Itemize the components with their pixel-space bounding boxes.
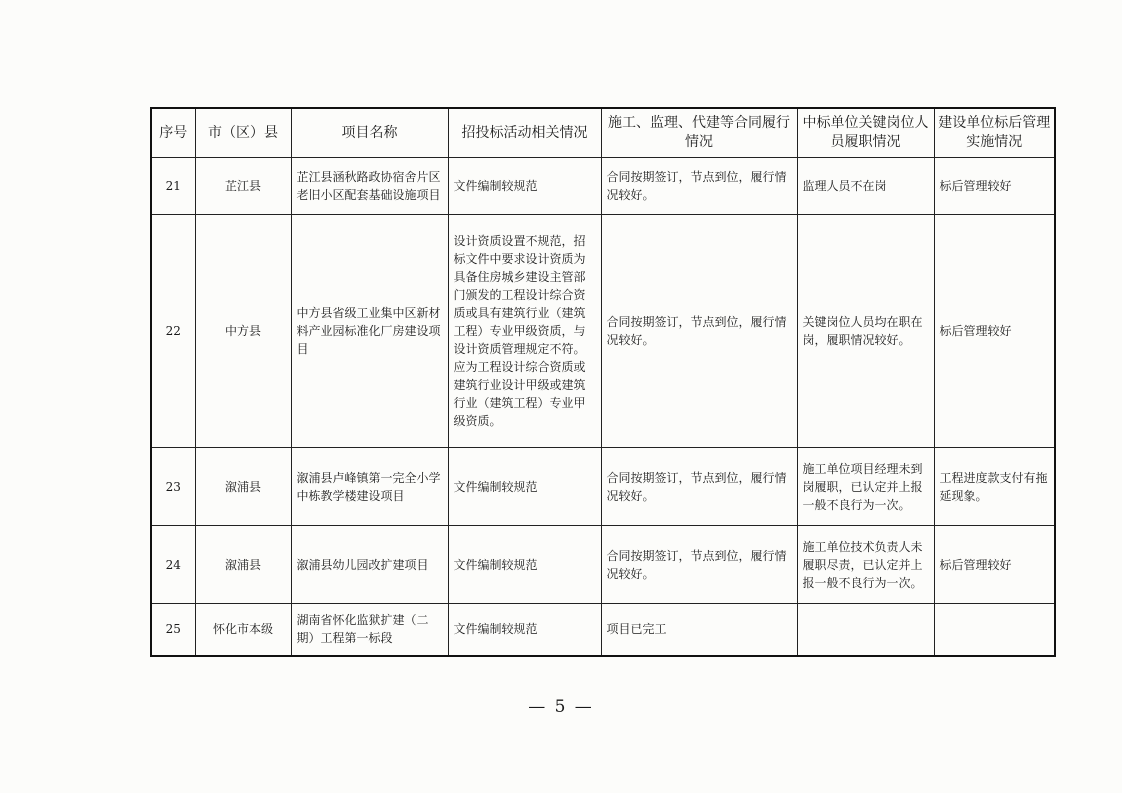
- cell-county: 溆浦县: [195, 448, 291, 526]
- cell-no: 22: [151, 215, 195, 448]
- cell-management: [934, 604, 1055, 656]
- cell-management: 标后管理较好: [934, 215, 1055, 448]
- cell-project: 芷江县涵秋路政协宿舍片区老旧小区配套基础设施项目: [291, 158, 448, 215]
- cell-county: 溆浦县: [195, 526, 291, 604]
- cell-management: 标后管理较好: [934, 526, 1055, 604]
- project-table: [150, 107, 1056, 657]
- cell-no: 23: [151, 448, 195, 526]
- table-row: [151, 158, 1055, 215]
- cell-no: 25: [151, 604, 195, 656]
- cell-bidding: 文件编制较规范: [448, 158, 601, 215]
- cell-bidding: 文件编制较规范: [448, 448, 601, 526]
- table-row: [151, 604, 1055, 656]
- cell-county: 中方县: [195, 215, 291, 448]
- header-management: 建设单位标后管理实施情况: [934, 108, 1055, 158]
- cell-contract: 项目已完工: [601, 604, 797, 656]
- cell-management: 工程进度款支付有拖延现象。: [934, 448, 1055, 526]
- cell-contract: 合同按期签订，节点到位，履行情况较好。: [601, 526, 797, 604]
- cell-bidding: 设计资质设置不规范，招标文件中要求设计资质为具备住房城乡建设主管部门颁发的工程设计综合资质或具有建筑行业（建筑工程）专业甲级资质，与设计资质管理规定不符。应为工程设计综合资质或建筑行业设计甲级或建筑行业（建筑工程）专业甲级资质。: [448, 215, 601, 448]
- cell-personnel: 施工单位技术负责人未履职尽责，已认定并上报一般不良行为一次。: [797, 526, 934, 604]
- table-row: [151, 215, 1055, 448]
- table-row: [151, 448, 1055, 526]
- cell-no: 21: [151, 158, 195, 215]
- cell-project: 溆浦县幼儿园改扩建项目: [291, 526, 448, 604]
- page-number: — 5 —: [528, 697, 594, 717]
- cell-management: 标后管理较好: [934, 158, 1055, 215]
- header-no: 序号: [151, 108, 195, 158]
- header-county: 市（区）县: [195, 108, 291, 158]
- header-project: 项目名称: [291, 108, 448, 158]
- cell-project: 溆浦县卢峰镇第一完全小学中栋教学楼建设项目: [291, 448, 448, 526]
- cell-personnel: [797, 604, 934, 656]
- cell-county: 芷江县: [195, 158, 291, 215]
- header-contract: 施工、监理、代建等合同履行情况: [601, 108, 797, 158]
- table-row: [151, 526, 1055, 604]
- cell-project: 中方县省级工业集中区新材料产业园标准化厂房建设项目: [291, 215, 448, 448]
- cell-personnel: 监理人员不在岗: [797, 158, 934, 215]
- header-bidding: 招投标活动相关情况: [448, 108, 601, 158]
- cell-personnel: 施工单位项目经理未到岗履职，已认定并上报一般不良行为一次。: [797, 448, 934, 526]
- table-header-row: [151, 108, 1055, 158]
- cell-project: 湖南省怀化监狱扩建（二期）工程第一标段: [291, 604, 448, 656]
- cell-personnel: 关键岗位人员均在职在岗，履职情况较好。: [797, 215, 934, 448]
- header-personnel: 中标单位关键岗位人员履职情况: [797, 108, 934, 158]
- cell-bidding: 文件编制较规范: [448, 604, 601, 656]
- cell-contract: 合同按期签订，节点到位，履行情况较好。: [601, 448, 797, 526]
- cell-county: 怀化市本级: [195, 604, 291, 656]
- cell-contract: 合同按期签订，节点到位，履行情况较好。: [601, 158, 797, 215]
- cell-no: 24: [151, 526, 195, 604]
- cell-bidding: 文件编制较规范: [448, 526, 601, 604]
- cell-contract: 合同按期签订，节点到位，履行情况较好。: [601, 215, 797, 448]
